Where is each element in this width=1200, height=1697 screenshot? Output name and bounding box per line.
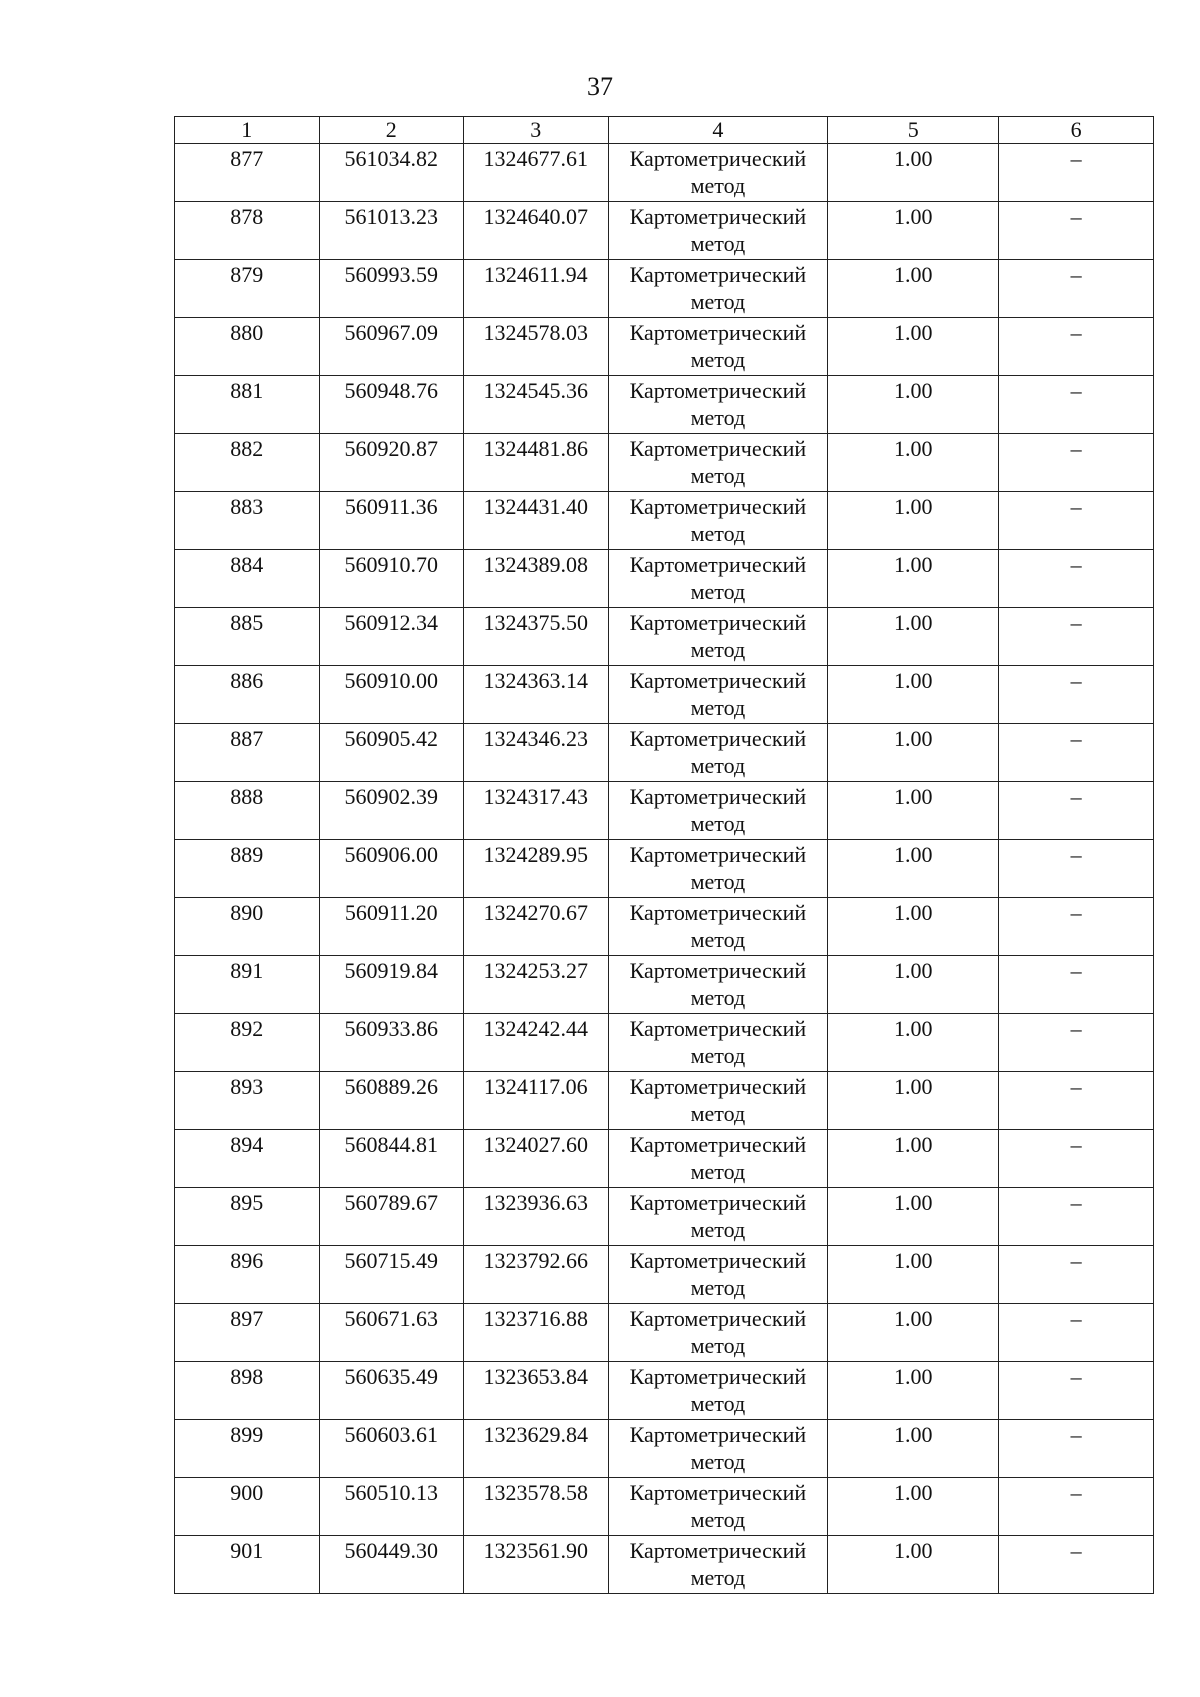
y-coordinate-cell: 1323561.90: [464, 1536, 609, 1594]
accuracy-cell: 1.00: [828, 1536, 999, 1594]
x-coordinate-cell: 560919.84: [319, 956, 464, 1014]
point-number-cell: 881: [175, 376, 320, 434]
note-cell: –: [999, 1246, 1154, 1304]
table-row: [175, 1072, 1154, 1130]
method-cell: Картометрический метод: [608, 1188, 828, 1246]
accuracy-cell: 1.00: [828, 898, 999, 956]
y-coordinate-cell: 1324242.44: [464, 1014, 609, 1072]
note-cell: –: [999, 260, 1154, 318]
method-cell: Картометрический метод: [608, 1536, 828, 1594]
point-number-cell: 879: [175, 260, 320, 318]
column-header: 5: [828, 117, 999, 144]
table-row: [175, 782, 1154, 840]
x-coordinate-cell: 560911.36: [319, 492, 464, 550]
accuracy-cell: 1.00: [828, 492, 999, 550]
point-number-cell: 887: [175, 724, 320, 782]
accuracy-cell: 1.00: [828, 1014, 999, 1072]
table-row: [175, 1478, 1154, 1536]
page-number: 37: [587, 72, 613, 101]
y-coordinate-cell: 1324027.60: [464, 1130, 609, 1188]
column-header: 3: [464, 117, 609, 144]
coordinates-table: [174, 116, 1154, 1594]
accuracy-cell: 1.00: [828, 1478, 999, 1536]
note-cell: –: [999, 956, 1154, 1014]
y-coordinate-cell: 1323792.66: [464, 1246, 609, 1304]
y-coordinate-cell: 1324431.40: [464, 492, 609, 550]
method-cell: Картометрический метод: [608, 1072, 828, 1130]
note-cell: –: [999, 318, 1154, 376]
table-row: [175, 1304, 1154, 1362]
method-cell: Картометрический метод: [608, 1304, 828, 1362]
y-coordinate-cell: 1324578.03: [464, 318, 609, 376]
note-cell: –: [999, 898, 1154, 956]
y-coordinate-cell: 1324677.61: [464, 144, 609, 202]
accuracy-cell: 1.00: [828, 1188, 999, 1246]
point-number-cell: 899: [175, 1420, 320, 1478]
table-row: [175, 492, 1154, 550]
note-cell: –: [999, 1072, 1154, 1130]
method-cell: Картометрический метод: [608, 840, 828, 898]
y-coordinate-cell: 1324611.94: [464, 260, 609, 318]
method-cell: Картометрический метод: [608, 1478, 828, 1536]
y-coordinate-cell: 1323578.58: [464, 1478, 609, 1536]
y-coordinate-cell: 1324253.27: [464, 956, 609, 1014]
method-cell: Картометрический метод: [608, 608, 828, 666]
x-coordinate-cell: 560948.76: [319, 376, 464, 434]
x-coordinate-cell: 560993.59: [319, 260, 464, 318]
note-cell: –: [999, 1362, 1154, 1420]
note-cell: –: [999, 1536, 1154, 1594]
point-number-cell: 882: [175, 434, 320, 492]
column-header: 6: [999, 117, 1154, 144]
x-coordinate-cell: 560920.87: [319, 434, 464, 492]
point-number-cell: 885: [175, 608, 320, 666]
y-coordinate-cell: 1324389.08: [464, 550, 609, 608]
x-coordinate-cell: 560910.00: [319, 666, 464, 724]
point-number-cell: 877: [175, 144, 320, 202]
method-cell: Картометрический метод: [608, 898, 828, 956]
table-row: [175, 1362, 1154, 1420]
accuracy-cell: 1.00: [828, 1130, 999, 1188]
accuracy-cell: 1.00: [828, 1072, 999, 1130]
note-cell: –: [999, 202, 1154, 260]
note-cell: –: [999, 376, 1154, 434]
table-row: [175, 608, 1154, 666]
note-cell: –: [999, 492, 1154, 550]
point-number-cell: 896: [175, 1246, 320, 1304]
table-row: [175, 1014, 1154, 1072]
y-coordinate-cell: 1324640.07: [464, 202, 609, 260]
y-coordinate-cell: 1323653.84: [464, 1362, 609, 1420]
y-coordinate-cell: 1324317.43: [464, 782, 609, 840]
point-number-cell: 897: [175, 1304, 320, 1362]
point-number-cell: 883: [175, 492, 320, 550]
table-row: [175, 1188, 1154, 1246]
y-coordinate-cell: 1324270.67: [464, 898, 609, 956]
x-coordinate-cell: 561034.82: [319, 144, 464, 202]
table-row: [175, 1536, 1154, 1594]
y-coordinate-cell: 1324363.14: [464, 666, 609, 724]
point-number-cell: 892: [175, 1014, 320, 1072]
x-coordinate-cell: 560905.42: [319, 724, 464, 782]
table-row: [175, 260, 1154, 318]
point-number-cell: 901: [175, 1536, 320, 1594]
x-coordinate-cell: 560510.13: [319, 1478, 464, 1536]
accuracy-cell: 1.00: [828, 1246, 999, 1304]
method-cell: Картометрический метод: [608, 434, 828, 492]
point-number-cell: 900: [175, 1478, 320, 1536]
accuracy-cell: 1.00: [828, 1420, 999, 1478]
x-coordinate-cell: 560889.26: [319, 1072, 464, 1130]
accuracy-cell: 1.00: [828, 608, 999, 666]
table-row: [175, 550, 1154, 608]
accuracy-cell: 1.00: [828, 376, 999, 434]
table-body: [175, 117, 1154, 1594]
method-cell: Картометрический метод: [608, 144, 828, 202]
note-cell: –: [999, 550, 1154, 608]
method-cell: Картометрический метод: [608, 1246, 828, 1304]
x-coordinate-cell: 560906.00: [319, 840, 464, 898]
method-cell: Картометрический метод: [608, 782, 828, 840]
x-coordinate-cell: 560967.09: [319, 318, 464, 376]
accuracy-cell: 1.00: [828, 144, 999, 202]
x-coordinate-cell: 560912.34: [319, 608, 464, 666]
point-number-cell: 891: [175, 956, 320, 1014]
table-row: [175, 666, 1154, 724]
note-cell: –: [999, 782, 1154, 840]
method-cell: Картометрический метод: [608, 956, 828, 1014]
x-coordinate-cell: 560449.30: [319, 1536, 464, 1594]
y-coordinate-cell: 1324117.06: [464, 1072, 609, 1130]
x-coordinate-cell: 560603.61: [319, 1420, 464, 1478]
point-number-cell: 884: [175, 550, 320, 608]
table-row: [175, 840, 1154, 898]
point-number-cell: 893: [175, 1072, 320, 1130]
column-header: 4: [608, 117, 828, 144]
accuracy-cell: 1.00: [828, 724, 999, 782]
point-number-cell: 889: [175, 840, 320, 898]
method-cell: Картометрический метод: [608, 666, 828, 724]
method-cell: Картометрический метод: [608, 550, 828, 608]
accuracy-cell: 1.00: [828, 1304, 999, 1362]
point-number-cell: 886: [175, 666, 320, 724]
x-coordinate-cell: 560789.67: [319, 1188, 464, 1246]
accuracy-cell: 1.00: [828, 434, 999, 492]
x-coordinate-cell: 560715.49: [319, 1246, 464, 1304]
point-number-cell: 878: [175, 202, 320, 260]
point-number-cell: 894: [175, 1130, 320, 1188]
note-cell: –: [999, 1478, 1154, 1536]
y-coordinate-cell: 1323629.84: [464, 1420, 609, 1478]
x-coordinate-cell: 560902.39: [319, 782, 464, 840]
y-coordinate-cell: 1324375.50: [464, 608, 609, 666]
x-coordinate-cell: 560933.86: [319, 1014, 464, 1072]
x-coordinate-cell: 560635.49: [319, 1362, 464, 1420]
note-cell: –: [999, 724, 1154, 782]
y-coordinate-cell: 1324481.86: [464, 434, 609, 492]
method-cell: Картометрический метод: [608, 376, 828, 434]
table-row: [175, 144, 1154, 202]
note-cell: –: [999, 1130, 1154, 1188]
method-cell: Картометрический метод: [608, 1420, 828, 1478]
note-cell: –: [999, 1014, 1154, 1072]
table-row: [175, 898, 1154, 956]
accuracy-cell: 1.00: [828, 550, 999, 608]
table-row: [175, 202, 1154, 260]
method-cell: Картометрический метод: [608, 202, 828, 260]
point-number-cell: 895: [175, 1188, 320, 1246]
table-row: [175, 376, 1154, 434]
method-cell: Картометрический метод: [608, 260, 828, 318]
method-cell: Картометрический метод: [608, 724, 828, 782]
table-row: [175, 434, 1154, 492]
table-row: [175, 318, 1154, 376]
method-cell: Картометрический метод: [608, 1362, 828, 1420]
table-row: [175, 956, 1154, 1014]
accuracy-cell: 1.00: [828, 1362, 999, 1420]
column-header: 2: [319, 117, 464, 144]
y-coordinate-cell: 1324545.36: [464, 376, 609, 434]
note-cell: –: [999, 434, 1154, 492]
table-row: [175, 1246, 1154, 1304]
accuracy-cell: 1.00: [828, 318, 999, 376]
point-number-cell: 880: [175, 318, 320, 376]
table-row: [175, 1130, 1154, 1188]
note-cell: –: [999, 1188, 1154, 1246]
x-coordinate-cell: 561013.23: [319, 202, 464, 260]
x-coordinate-cell: 560911.20: [319, 898, 464, 956]
accuracy-cell: 1.00: [828, 956, 999, 1014]
method-cell: Картометрический метод: [608, 318, 828, 376]
y-coordinate-cell: 1323716.88: [464, 1304, 609, 1362]
accuracy-cell: 1.00: [828, 260, 999, 318]
accuracy-cell: 1.00: [828, 666, 999, 724]
y-coordinate-cell: 1324346.23: [464, 724, 609, 782]
x-coordinate-cell: 560671.63: [319, 1304, 464, 1362]
note-cell: –: [999, 840, 1154, 898]
y-coordinate-cell: 1323936.63: [464, 1188, 609, 1246]
method-cell: Картометрический метод: [608, 1014, 828, 1072]
note-cell: –: [999, 1420, 1154, 1478]
y-coordinate-cell: 1324289.95: [464, 840, 609, 898]
table-row: [175, 724, 1154, 782]
method-cell: Картометрический метод: [608, 1130, 828, 1188]
accuracy-cell: 1.00: [828, 202, 999, 260]
point-number-cell: 890: [175, 898, 320, 956]
accuracy-cell: 1.00: [828, 840, 999, 898]
note-cell: –: [999, 608, 1154, 666]
column-header: 1: [175, 117, 320, 144]
table-header-row: [175, 117, 1154, 144]
x-coordinate-cell: 560910.70: [319, 550, 464, 608]
note-cell: –: [999, 144, 1154, 202]
note-cell: –: [999, 666, 1154, 724]
accuracy-cell: 1.00: [828, 782, 999, 840]
point-number-cell: 888: [175, 782, 320, 840]
note-cell: –: [999, 1304, 1154, 1362]
x-coordinate-cell: 560844.81: [319, 1130, 464, 1188]
point-number-cell: 898: [175, 1362, 320, 1420]
table-row: [175, 1420, 1154, 1478]
method-cell: Картометрический метод: [608, 492, 828, 550]
